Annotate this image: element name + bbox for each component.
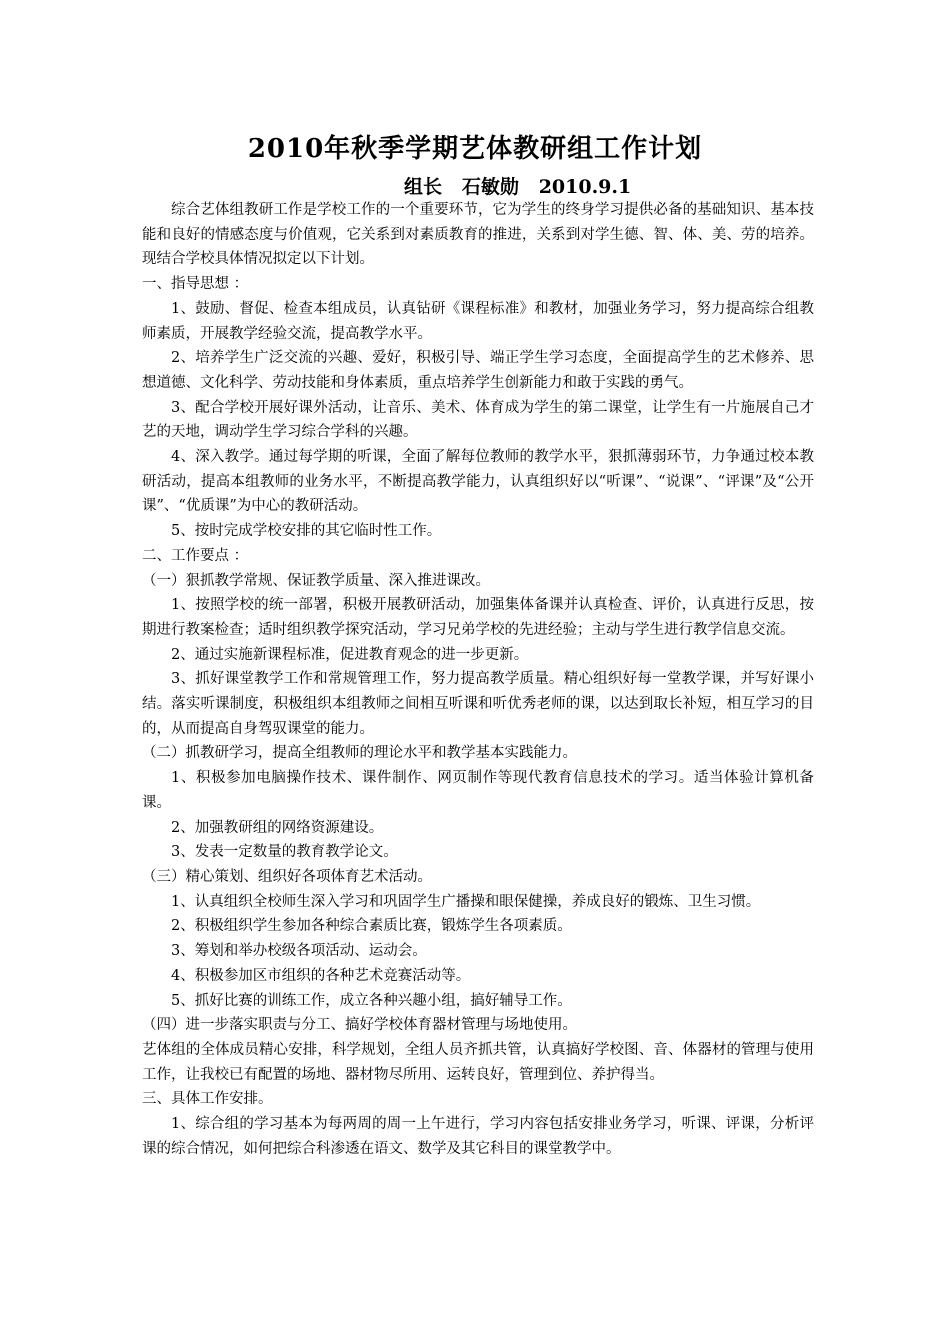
paragraph: 1、鼓励、督促、检查本组成员，认真钻研《课程标准》和教材，加强业务学习，努力提高综合组教师素质，开展教学经验交流，提高教学水平。 xyxy=(142,300,814,342)
paragraph: 综合艺体组教研工作是学校工作的一个重要环节，它为学生的终身学习提供必备的基础知识、基本技能和良好的情感态度与价值观，它关系到对素质教育的推进，关系到对学生德、智、体、美、劳的培养。现结合学校具体情况拟定以下计划。 xyxy=(142,202,814,268)
paragraph: 5、抓好比赛的训练工作，成立各种兴趣小组，搞好辅导工作。 xyxy=(171,992,572,1009)
paragraph: 三、具体工作安排。 xyxy=(142,1091,273,1108)
paragraph: 2、积极组织学生参加各种综合素质比赛，锻炼学生各项素质。 xyxy=(171,918,572,935)
paragraph: 1、按照学校的统一部署，积极开展教研活动，加强集体备课并认真检查、评价，认真进行反思，按期进行教案检查；适时组织教学探究活动，学习兄弟学校的先进经验；主动与学生进行教学信息交流。 xyxy=(142,597,814,638)
paragraph: 3、抓好课堂教学工作和常规管理工作，努力提高教学质量。精心组织好每一堂教学课，并写好课小结。落实听课制度，积极组织本组教师之间相互听课和听优秀老师的课，以达到取长补短，相互学习的目的，从而提高自身驾驭课堂的能力。 xyxy=(142,671,814,737)
paragraph: 5、按时完成学校安排的其它临时性工作。 xyxy=(171,523,442,540)
paragraph: 艺体组的全体成员精心安排，科学规划，全组人员齐抓共管，认真搞好学校图、音、体器材的管理与使用工作，让我校已有配置的场地、器材物尽所用、运转良好，管理到位、养护得当。 xyxy=(142,1041,814,1083)
paragraph: 2、培养学生广泛交流的兴趣、爱好，积极引导、端正学生学习态度，全面提高学生的艺术修养、思想道德、文化科学、劳动技能和身体素质，重点培养学生创新能力和敢于实践的勇气。 xyxy=(142,350,814,391)
paragraph: 4、积极参加区市组织的各种艺术竞赛活动等。 xyxy=(171,967,471,984)
paragraph: 3、筹划和举办校级各项活动、运动会。 xyxy=(171,943,427,960)
paragraph: 3、发表一定数量的教育教学论文。 xyxy=(171,844,398,861)
paragraph: （一）狠抓教学常规、保证教学质量、深入推进课改。 xyxy=(142,572,490,589)
paragraph: 1、综合组的学习基本为每两周的周一上午进行，学习内容包括安排业务学习，听课、评课，分析评课的综合情况，如何把综合科渗透在语文、数学及其它科目的课堂教学中。 xyxy=(142,1116,814,1157)
document-body xyxy=(142,198,814,1161)
paragraph: 4、深入教学。通过每学期的听课，全面了解每位教师的教学水平，狠抓薄弱环节，力争通过校本教研活动，提高本组教师的业务水平，不断提高教学能力，认真组织好以“听课”、“说课”、“评课”及“公开课”、“优质课”为中心的教研活动。 xyxy=(142,449,814,515)
paragraph: （三）精心策划、组织好各项体育艺术活动。 xyxy=(142,868,432,885)
paragraph: （四）进一步落实职责与分工、搞好学校体育器材管理与场地使用。 xyxy=(142,1017,577,1034)
paragraph: 2、通过实施新课程标准，促进教育观念的进一步更新。 xyxy=(171,646,529,663)
paragraph: 1、认真组织全校师生深入学习和巩固学生广播操和眼保健操，养成良好的锻炼、卫生习惯。 xyxy=(171,893,761,910)
paragraph: 一、指导思想 ： xyxy=(142,276,249,293)
paragraph: 二、工作要点 ： xyxy=(142,547,249,564)
paragraph: 2、加强教研组的网络资源建设。 xyxy=(171,819,384,836)
paragraph: 1、积极参加电脑操作技术、课件制作、网页制作等现代教育信息技术的学习。适当体验计算机备课。 xyxy=(142,770,814,811)
author-date-line: 组长 石敏勋 2010.9.1 xyxy=(404,176,632,198)
paragraph: （二）抓教研学习，提高全组教师的理论水平和教学基本实践能力。 xyxy=(142,745,577,762)
document-title: 2010年秋季学期艺体教研组工作计划 xyxy=(247,134,703,164)
paragraph: 3、配合学校开展好课外活动，让音乐、美术、体育成为学生的第二课堂，让学生有一片施展自己才艺的天地，调动学生学习综合学科的兴趣。 xyxy=(142,399,814,441)
